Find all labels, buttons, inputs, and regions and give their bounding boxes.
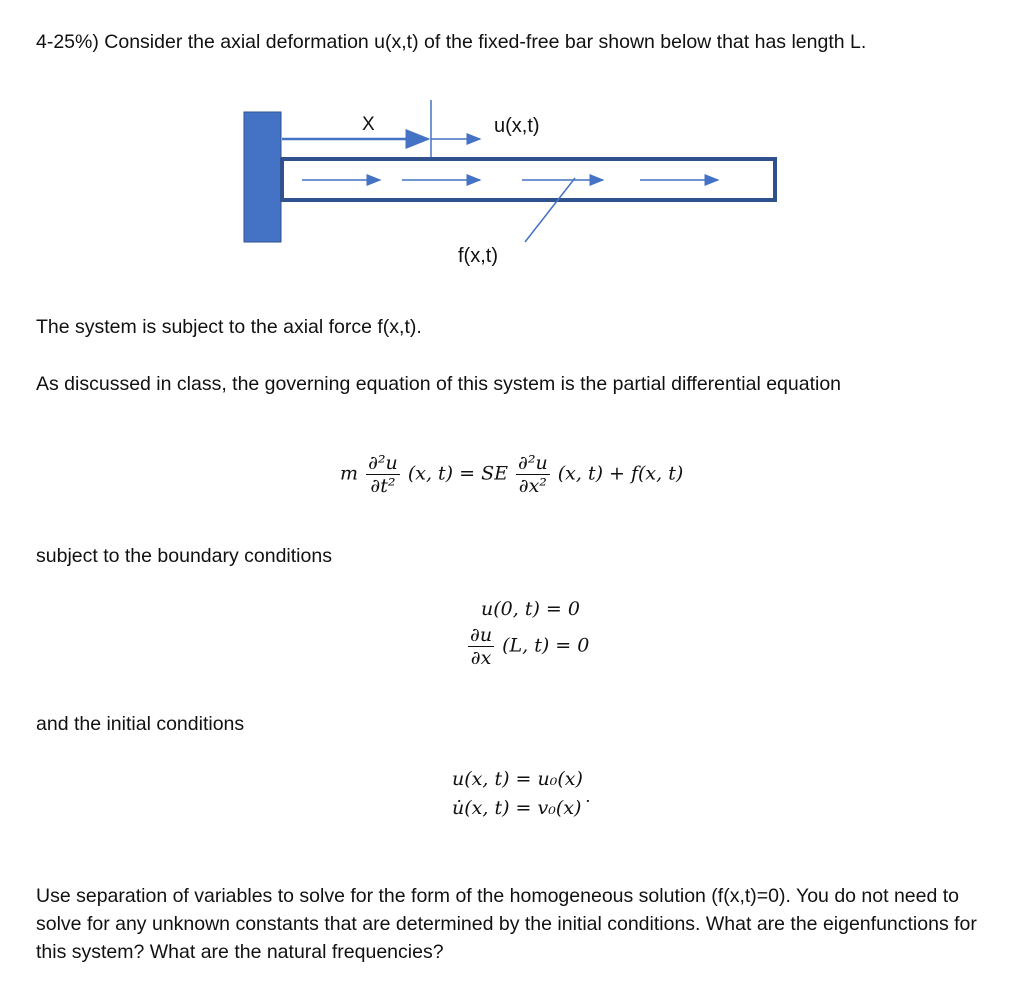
eq-d2u-num: ∂²u [368,452,398,474]
problem-title: 4-25%) Consider the axial deformation u(x,t) of the fixed-free bar shown below that has length L. [36,31,867,53]
bc-line2-rest: (L, t) = 0 [502,634,590,657]
eq-args1: (x, t) = SE [407,462,508,485]
eq-dx2-den: ∂x² [516,474,550,497]
eq-d2u-num-b: ∂²u [518,452,548,474]
label-f: f(x,t) [458,245,498,267]
bc-du-num: ∂u [470,624,493,646]
bc-dx-den: ∂x [468,646,494,669]
boundary-text: subject to the boundary conditions [36,545,332,567]
bc-line1: u(0, t) = 0 [481,598,580,620]
bc-line2 [466,624,589,669]
governing-equation [340,452,683,497]
governing-text: As discussed in class, the governing equation of this system is the partial differential equation [36,373,842,395]
initial-text: and the initial conditions [36,713,245,735]
axial-force-text: The system is subject to the axial force f(x,t). [36,316,422,338]
ic-line2: u̇(x, t) = v₀(x)˙ [452,797,591,819]
label-x: X [362,114,375,135]
eq-m: m [340,462,359,485]
eq-args2: (x, t) + f(x, t) [557,462,684,485]
eq-dt2-den: ∂t² [366,474,400,497]
question-text: Use separation of variables to solve for the form of the homogeneous solution (f(x,t)=0). You do not need to solve for any unknown constants that are determined by the initial conditions. What are the eigenfunctions for this system? What are the natural frequencies? [36,885,977,963]
label-u: u(x,t) [494,115,540,137]
ic-line1: u(x, t) = u₀(x) [452,768,583,790]
fixed-wall [244,112,281,242]
